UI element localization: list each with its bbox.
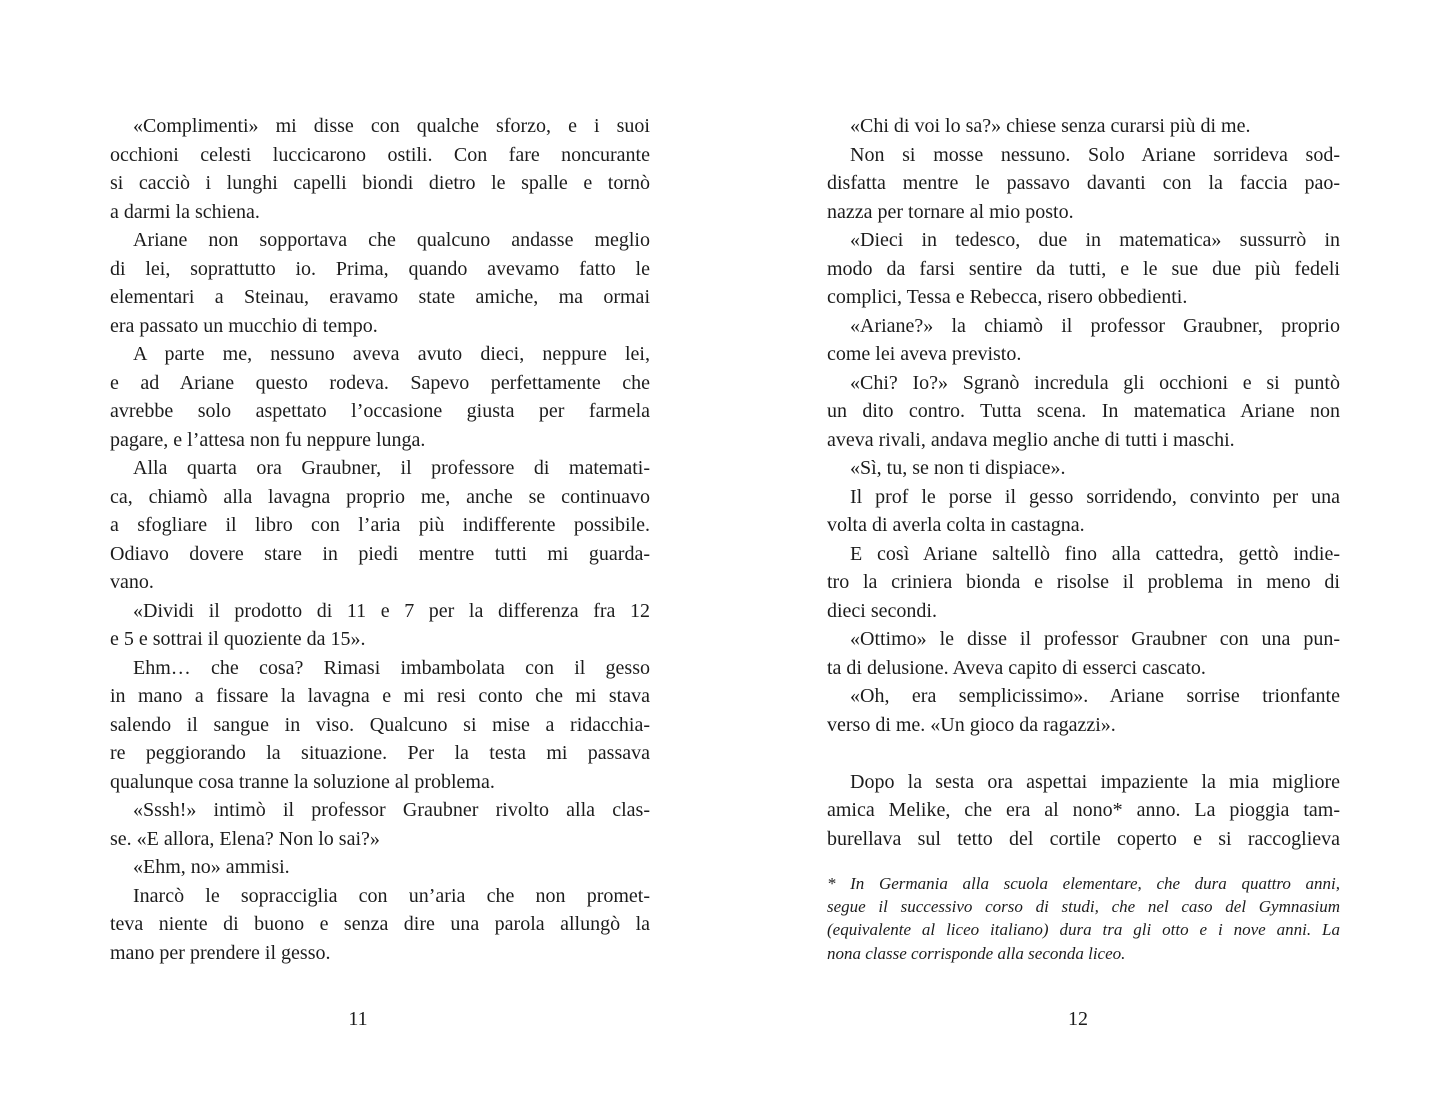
text-line: «Sì, tu, se non ti dispiace». [850, 457, 1066, 479]
text-line: occhioni celesti luccicarono ostili. Con fare noncurante [110, 143, 650, 166]
text-line: mano per prendere il gesso. [110, 941, 331, 964]
text-line: Odiavo dovere stare in piedi mentre tutti mi guarda- [110, 542, 650, 565]
text-line: era passato un mucchio di tempo. [110, 314, 378, 337]
blank-line [827, 739, 1340, 768]
text-line: un dito contro. Tutta scena. In matematica Ariane non [827, 400, 1340, 422]
text-line: teva niente di buono e senza dire una parola allungò la [110, 913, 650, 935]
page-number-right: 12 [1068, 1008, 1088, 1030]
text-line: «Chi di voi lo sa?» chiese senza curarsi più di me. [850, 115, 1251, 137]
text-line: Dopo la sesta ora aspettai impaziente la mia migliore [850, 770, 1340, 793]
text-line: vano. [110, 571, 154, 593]
text-line: Alla quarta ora Graubner, il professore di matemati- [133, 457, 650, 479]
text-line: e ad Ariane questo rodeva. Sapevo perfettamente che [110, 371, 650, 394]
text-line: ta di delusione. Aveva capito di esserci cascato. [827, 656, 1206, 679]
text-line: salendo il sangue in viso. Qualcuno si mise a ridacchia- [110, 713, 650, 736]
text-line: «Sssh!» intimò il professor Graubner rivolto alla clas- [133, 799, 650, 821]
text-line: «Ottimo» le disse il professor Graubner con una pun- [850, 628, 1340, 650]
footnote [827, 872, 1340, 965]
text-line: a sfogliare il libro con l’aria più indifferente possibile. [110, 514, 650, 536]
text-line: se. «E allora, Elena? Non lo sai?» [110, 827, 380, 850]
text-line: verso di me. «Un gioco da ragazzi». [827, 713, 1116, 736]
text-line: e 5 e sottrai il quoziente da 15». [110, 628, 366, 650]
text-line: disfatta mentre le passavo davanti con la faccia pao- [827, 172, 1340, 194]
text-line: avrebbe solo aspettato l’occasione giusta per farmela [110, 400, 650, 422]
text-line: burellava sul tetto del cortile coperto e si raccoglieva [827, 827, 1340, 850]
text-line: nona classe corrisponde alla seconda liceo. [827, 943, 1126, 963]
text-line: segue il successivo corso di studi, che nel caso del Gymnasium [827, 897, 1340, 917]
text-line: * In Germania alla scuola elementare, che dura quattro anni, [827, 874, 1340, 893]
text-line: amica Melike, che era al nono* anno. La pioggia tam- [827, 799, 1340, 821]
text-line: «Ehm, no» ammisi. [133, 856, 290, 878]
text-line: a darmi la schiena. [110, 200, 260, 223]
text-line: Inarcò le sopracciglia con un’aria che non promet- [133, 884, 650, 907]
text-line: ca, chiamò alla lavagna proprio me, anche se continuavo [110, 485, 650, 508]
text-line: Ariane non sopportava che qualcuno andasse meglio [133, 229, 650, 251]
text-line: complici, Tessa e Rebecca, risero obbedienti. [827, 286, 1188, 308]
text-line: re peggiorando la situazione. Per la testa mi passava [110, 742, 650, 764]
text-line: modo da farsi sentire da tutti, e le sue due più fedeli [827, 257, 1340, 280]
text-line: tro la criniera bionda e risolse il problema in meno di [827, 571, 1340, 593]
text-line: pagare, e l’attesa non fu neppure lunga. [110, 428, 426, 451]
text-line: di lei, soprattutto io. Prima, quando avevamo fatto le [110, 257, 650, 280]
text-line: «Oh, era semplicissimo». Ariane sorrise trionfante [850, 685, 1340, 707]
right-page-text [827, 112, 1340, 853]
text-line: (equivalente al liceo italiano) dura tra gli otto e i nove anni. La [827, 920, 1340, 940]
text-line: in mano a fissare la lavagna e mi resi conto che mi stava [110, 685, 650, 707]
text-line: aveva rivali, andava meglio anche di tutti i maschi. [827, 428, 1235, 451]
text-line: nazza per tornare al mio posto. [827, 200, 1074, 223]
text-line: «Ariane?» la chiamò il professor Graubner, proprio [850, 314, 1340, 337]
text-line: E così Ariane saltellò fino alla cattedra, gettò indie- [850, 542, 1340, 565]
text-line: A parte me, nessuno aveva avuto dieci, neppure lei, [133, 343, 650, 365]
text-line: dieci secondi. [827, 599, 937, 622]
text-line: si cacciò i lunghi capelli biondi dietro le spalle e tornò [110, 172, 650, 194]
left-page-text [110, 112, 650, 967]
text-line: «Dividi il prodotto di 11 e 7 per la differenza fra 12 [133, 599, 650, 622]
text-line: «Dieci in tedesco, due in matematica» sussurrò in [850, 229, 1340, 251]
text-line: Non si mosse nessuno. Solo Ariane sorrideva sod- [850, 143, 1340, 166]
text-line: Il prof le porse il gesso sorridendo, convinto per una [850, 485, 1340, 508]
text-line: Ehm… che cosa? Rimasi imbambolata con il gesso [133, 656, 650, 679]
page-number-left: 11 [348, 1008, 368, 1030]
text-line: «Complimenti» mi disse con qualche sforzo, e i suoi [133, 115, 650, 137]
text-line: qualunque cosa tranne la soluzione al problema. [110, 770, 495, 793]
text-line: volta di averla colta in castagna. [827, 514, 1085, 536]
text-line: elementari a Steinau, eravamo state amiche, ma ormai [110, 286, 650, 308]
text-line: come lei aveva previsto. [827, 343, 1022, 365]
text-line: «Chi? Io?» Sgranò incredula gli occhioni e si puntò [850, 371, 1340, 394]
